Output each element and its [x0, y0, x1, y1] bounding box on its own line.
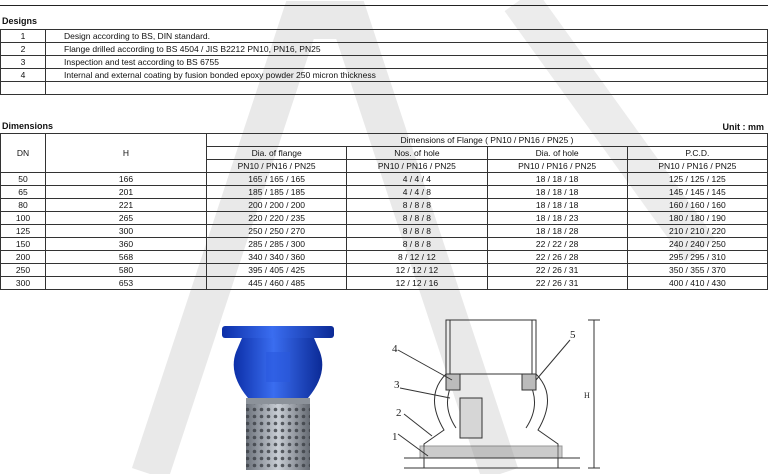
cell-h: 568	[46, 251, 207, 264]
designs-table	[0, 29, 768, 95]
cell-dn: 50	[1, 173, 46, 186]
cell-pcd: 240 / 240 / 250	[627, 238, 767, 251]
cell-dia-flange: 200 / 200 / 200	[207, 199, 347, 212]
design-number: 3	[1, 56, 46, 69]
top-rule	[0, 5, 768, 6]
cell-dia-flange: 165 / 165 / 165	[207, 173, 347, 186]
design-number	[1, 82, 46, 95]
design-number: 4	[1, 69, 46, 82]
designs-title: Designs	[2, 16, 38, 26]
cell-dia-flange: 250 / 250 / 270	[207, 225, 347, 238]
callout-4: 4	[392, 343, 398, 355]
design-text: Flange drilled according to BS 4504 / JIS B2212 PN10, PN16, PN25	[46, 43, 768, 56]
cell-dia-hole: 18 / 18 / 18	[487, 173, 627, 186]
header-dia-hole: Dia. of hole	[487, 147, 627, 160]
cell-dia-hole: 18 / 18 / 23	[487, 212, 627, 225]
valve-cross-section-drawing	[384, 318, 614, 474]
cell-dia-flange: 285 / 285 / 300	[207, 238, 347, 251]
dimension-row	[1, 251, 768, 264]
cell-nos-hole: 8 / 8 / 8	[347, 238, 487, 251]
header-flange-group: Dimensions of Flange ( PN10 / PN16 / PN25 )	[207, 134, 768, 147]
header-nos-hole: Nos. of hole	[347, 147, 487, 160]
design-row	[1, 69, 768, 82]
cell-dia-hole: 22 / 26 / 31	[487, 277, 627, 290]
cell-dn: 200	[1, 251, 46, 264]
subheader-pn: PN10 / PN16 / PN25	[207, 160, 347, 173]
cell-dn: 125	[1, 225, 46, 238]
callout-1: 1	[392, 431, 398, 443]
design-text: Inspection and test according to BS 6755	[46, 56, 768, 69]
callout-3: 3	[394, 379, 400, 391]
cell-dia-flange: 185 / 185 / 185	[207, 186, 347, 199]
cell-nos-hole: 8 / 12 / 12	[347, 251, 487, 264]
cell-nos-hole: 4 / 4 / 4	[347, 173, 487, 186]
cell-dia-hole: 18 / 18 / 18	[487, 199, 627, 212]
dimensions-table	[0, 133, 768, 290]
cell-h: 221	[46, 199, 207, 212]
design-text: Internal and external coating by fusion bonded epoxy powder 250 micron thickness	[46, 69, 768, 82]
cell-pcd: 145 / 145 / 145	[627, 186, 767, 199]
header-pcd: P.C.D.	[627, 147, 767, 160]
dimension-row	[1, 212, 768, 225]
cell-h: 360	[46, 238, 207, 251]
cell-pcd: 180 / 180 / 190	[627, 212, 767, 225]
cell-dn: 65	[1, 186, 46, 199]
subheader-pn: PN10 / PN16 / PN25	[627, 160, 767, 173]
dimension-row	[1, 264, 768, 277]
cell-dia-flange: 220 / 220 / 235	[207, 212, 347, 225]
header-dn: DN	[1, 134, 46, 173]
design-number: 1	[1, 30, 46, 43]
dimension-row	[1, 238, 768, 251]
design-text: Design according to BS, DIN standard.	[46, 30, 768, 43]
cell-dn: 100	[1, 212, 46, 225]
cell-dia-hole: 18 / 18 / 28	[487, 225, 627, 238]
header-h: H	[46, 134, 207, 173]
cell-nos-hole: 12 / 12 / 12	[347, 264, 487, 277]
design-row	[1, 56, 768, 69]
cell-nos-hole: 4 / 4 / 8	[347, 186, 487, 199]
cell-dia-hole: 22 / 26 / 28	[487, 251, 627, 264]
callout-2: 2	[396, 407, 402, 419]
cell-nos-hole: 8 / 8 / 8	[347, 212, 487, 225]
cell-h: 653	[46, 277, 207, 290]
cell-dia-flange: 395 / 405 / 425	[207, 264, 347, 277]
dimensions-title: Dimensions	[2, 121, 54, 131]
cell-pcd: 210 / 210 / 220	[627, 225, 767, 238]
cell-pcd: 400 / 410 / 430	[627, 277, 767, 290]
design-text	[46, 82, 768, 95]
unit-label: Unit : mm	[722, 122, 764, 132]
cell-dia-hole: 22 / 22 / 28	[487, 238, 627, 251]
dimension-h-label: H	[584, 391, 590, 400]
cell-dia-flange: 340 / 340 / 360	[207, 251, 347, 264]
cell-pcd: 160 / 160 / 160	[627, 199, 767, 212]
header-dia-flange: Dia. of flange	[207, 147, 347, 160]
cell-dn: 250	[1, 264, 46, 277]
dimension-row	[1, 277, 768, 290]
foot-valve-photo	[216, 322, 340, 474]
cell-nos-hole: 8 / 8 / 8	[347, 225, 487, 238]
cell-pcd: 350 / 355 / 370	[627, 264, 767, 277]
dimension-row	[1, 199, 768, 212]
cell-pcd: 125 / 125 / 125	[627, 173, 767, 186]
design-number: 2	[1, 43, 46, 56]
design-row-empty	[1, 82, 768, 95]
cell-dia-flange: 445 / 460 / 485	[207, 277, 347, 290]
cell-h: 166	[46, 173, 207, 186]
cell-dia-hole: 18 / 18 / 18	[487, 186, 627, 199]
cell-dn: 300	[1, 277, 46, 290]
cell-dia-hole: 22 / 26 / 31	[487, 264, 627, 277]
cell-nos-hole: 12 / 12 / 16	[347, 277, 487, 290]
callout-5: 5	[570, 329, 576, 341]
cell-dn: 80	[1, 199, 46, 212]
cell-dn: 150	[1, 238, 46, 251]
subheader-pn: PN10 / PN16 / PN25	[487, 160, 627, 173]
cell-nos-hole: 8 / 8 / 8	[347, 199, 487, 212]
design-row	[1, 30, 768, 43]
cell-h: 300	[46, 225, 207, 238]
cell-h: 201	[46, 186, 207, 199]
design-row	[1, 43, 768, 56]
cell-h: 265	[46, 212, 207, 225]
subheader-pn: PN10 / PN16 / PN25	[347, 160, 487, 173]
dimension-row	[1, 173, 768, 186]
dimension-row	[1, 225, 768, 238]
dimension-row	[1, 186, 768, 199]
cell-pcd: 295 / 295 / 310	[627, 251, 767, 264]
cell-h: 580	[46, 264, 207, 277]
